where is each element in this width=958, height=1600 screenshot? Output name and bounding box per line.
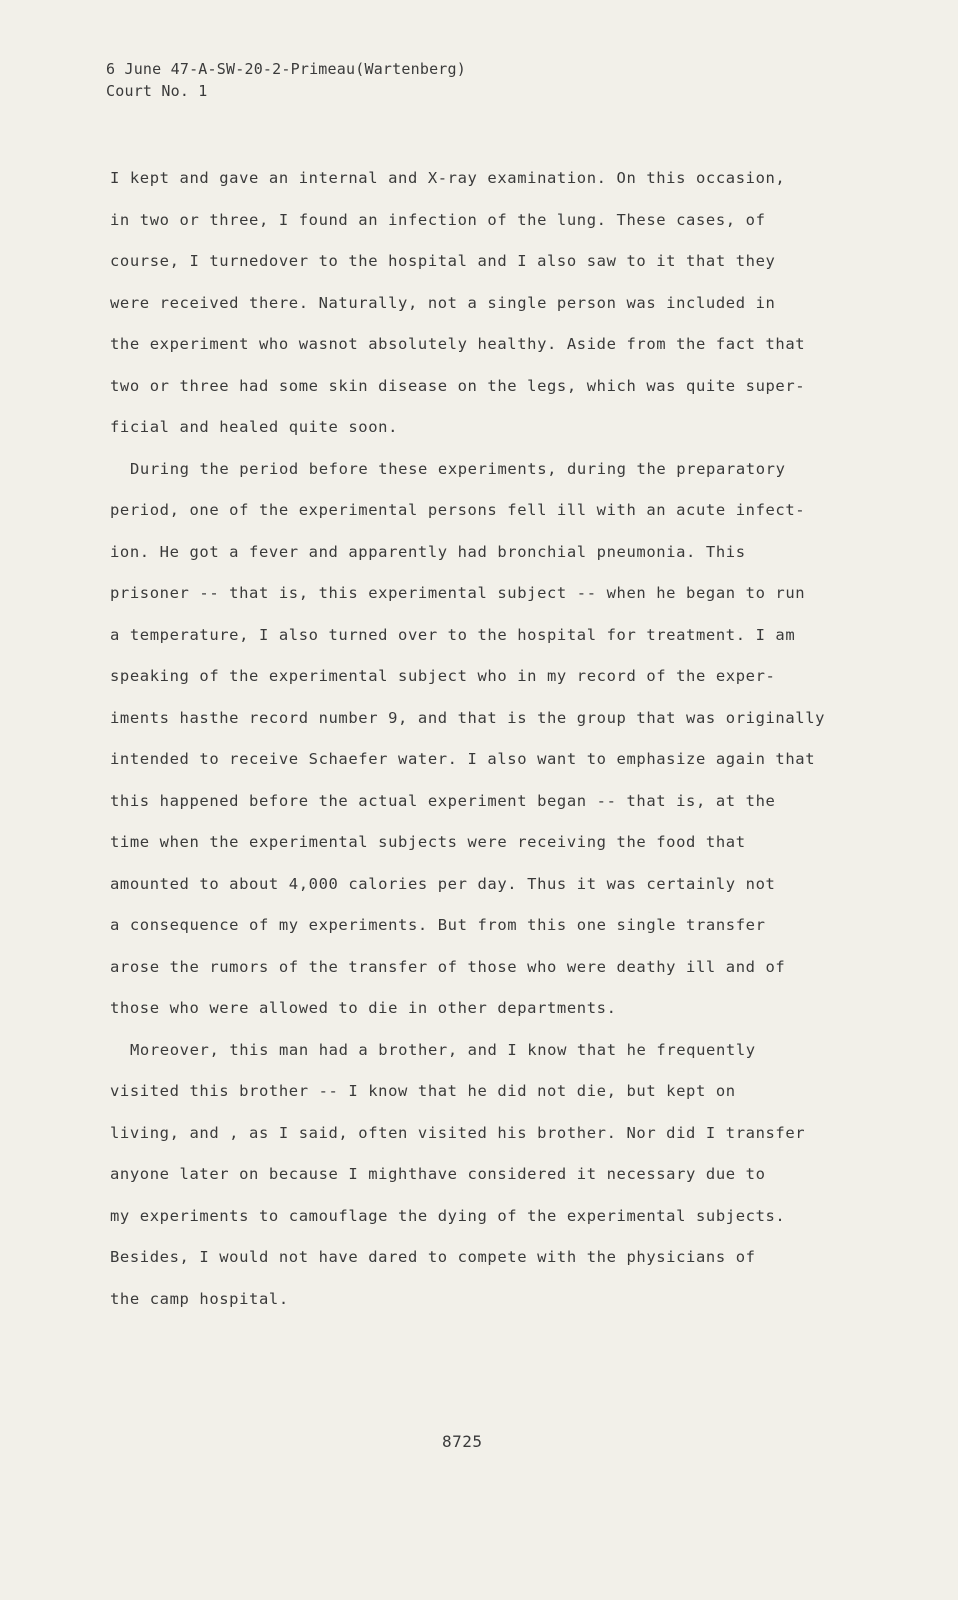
document-header [106, 58, 466, 102]
text-line: ficial and healed quite soon. [110, 418, 399, 436]
text-line: speaking of the experimental subject who in my record of the exper- [110, 667, 776, 685]
text-line: in two or three, I found an infection of the lung. These cases, of [110, 210, 766, 229]
paragraph-start-line: Moreover, this man had a brother, and I know that he frequently [130, 1040, 756, 1059]
text-line: anyone later on because I mighthave considered it necessary due to [110, 1165, 766, 1183]
text-line: the experiment who wasnot absolutely healthy. Aside from the fact that [110, 335, 806, 353]
text-line: this happened before the actual experiment began -- that is, at the [110, 791, 776, 810]
text-line: Besides, I would not have dared to compete with the physicians of [110, 1248, 756, 1266]
header-reference: 6 June 47-A-SW-20-2-Primeau(Wartenberg) [106, 60, 466, 78]
text-line: my experiments to camouflage the dying of the experimental subjects. [110, 1206, 786, 1225]
text-line: a temperature, I also turned over to the hospital for treatment. I am [110, 625, 796, 644]
text-line: those who were allowed to die in other departments. [110, 999, 617, 1017]
text-line: a consequence of my experiments. But from this one single transfer [110, 916, 766, 934]
text-line: amounted to about 4,000 calories per day. Thus it was certainly not [110, 874, 776, 893]
text-line: iments hasthe record number 9, and that is the group that was originally [110, 708, 826, 727]
text-line: living, and , as I said, often visited his brother. Nor did I transfer [110, 1123, 806, 1142]
text-line: two or three had some skin disease on the legs, which was quite super- [110, 376, 806, 395]
text-line: arose the rumors of the transfer of those who were deathy ill and of [110, 957, 786, 976]
page-number: 8725 [442, 1432, 483, 1451]
text-line: ion. He got a fever and apparently had bronchial pneumonia. This [110, 542, 746, 561]
text-line: period, one of the experimental persons fell ill with an acute infect- [110, 501, 806, 519]
text-line: time when the experimental subjects were receiving the food that [110, 833, 746, 851]
text-line: were received there. Naturally, not a single person was included in [110, 293, 776, 312]
testimony-text [110, 158, 850, 1320]
text-line: prisoner -- that is, this experimental subject -- when he began to run [110, 584, 806, 602]
text-line: I kept and gave an internal and X-ray examination. On this occasion, [110, 169, 786, 187]
header-court: Court No. 1 [106, 82, 208, 100]
text-line: visited this brother -- I know that he did not die, but kept on [110, 1082, 736, 1100]
text-line: course, I turnedover to the hospital and I also saw to it that they [110, 252, 776, 270]
text-line: the camp hospital. [110, 1289, 289, 1308]
paragraph-start-line: During the period before these experiments, during the preparatory [130, 459, 786, 478]
text-line: intended to receive Schaefer water. I also want to emphasize again that [110, 750, 816, 768]
